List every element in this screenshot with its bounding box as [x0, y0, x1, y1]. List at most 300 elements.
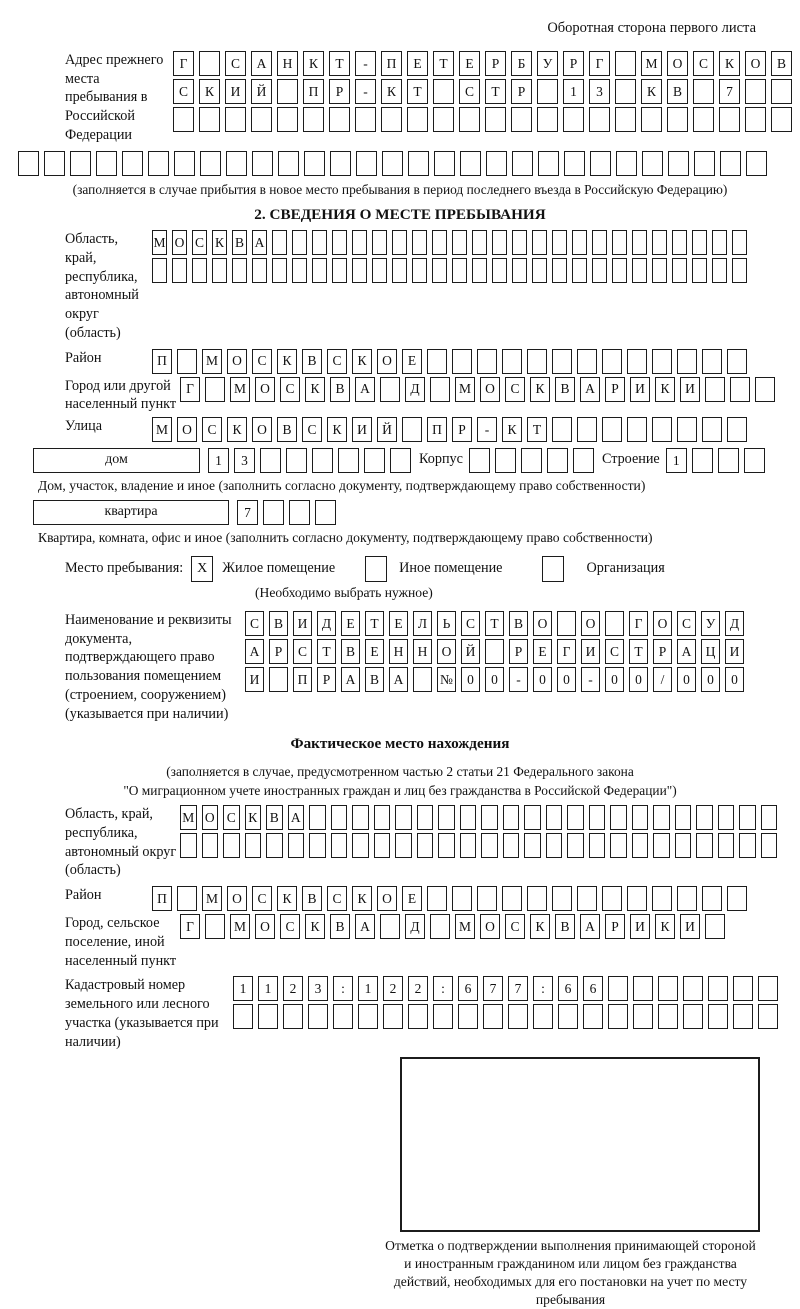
char-cell[interactable]: 0 [701, 667, 720, 692]
char-cell[interactable]: 6 [558, 976, 578, 1001]
char-cell[interactable]: С [693, 51, 714, 76]
char-cell[interactable]: О [437, 639, 456, 664]
char-cell[interactable] [694, 151, 715, 176]
char-cell[interactable]: 1 [208, 448, 229, 473]
char-cell[interactable]: И [293, 611, 312, 636]
char-cell[interactable]: Д [405, 914, 425, 939]
char-cell[interactable]: Т [527, 417, 547, 442]
char-cell[interactable]: Д [725, 611, 744, 636]
char-cell[interactable] [730, 377, 750, 402]
char-cell[interactable]: 0 [533, 667, 552, 692]
char-cell[interactable]: Р [511, 79, 532, 104]
char-cell[interactable]: И [680, 914, 700, 939]
char-cell[interactable]: К [655, 377, 675, 402]
char-cell[interactable]: 1 [358, 976, 378, 1001]
char-cell[interactable]: Р [452, 417, 472, 442]
char-cell[interactable] [590, 151, 611, 176]
char-cell[interactable] [432, 230, 447, 255]
char-cell[interactable]: А [580, 377, 600, 402]
char-cell[interactable]: 1 [563, 79, 584, 104]
char-cell[interactable] [532, 230, 547, 255]
char-cell[interactable] [771, 79, 792, 104]
char-cell[interactable]: Т [317, 639, 336, 664]
char-cell[interactable]: С [223, 805, 240, 830]
char-cell[interactable] [771, 107, 792, 132]
char-cell[interactable] [477, 349, 497, 374]
char-cell[interactable] [615, 79, 636, 104]
char-cell[interactable] [727, 417, 747, 442]
char-cell[interactable] [577, 417, 597, 442]
char-cell[interactable] [508, 1004, 528, 1029]
char-cell[interactable]: Й [251, 79, 272, 104]
char-cell[interactable]: 6 [583, 976, 603, 1001]
char-cell[interactable]: С [280, 377, 300, 402]
char-cell[interactable] [547, 448, 568, 473]
char-cell[interactable] [577, 886, 597, 911]
char-cell[interactable] [558, 1004, 578, 1029]
char-cell[interactable] [233, 1004, 253, 1029]
char-cell[interactable] [692, 258, 707, 283]
char-cell[interactable]: К [352, 886, 372, 911]
char-cell[interactable]: И [245, 667, 264, 692]
char-cell[interactable]: К [530, 377, 550, 402]
char-cell[interactable]: Р [653, 639, 672, 664]
char-cell[interactable] [546, 805, 563, 830]
char-cell[interactable] [708, 1004, 728, 1029]
char-cell[interactable]: Т [485, 611, 504, 636]
char-cell[interactable]: П [152, 349, 172, 374]
char-cell[interactable] [413, 667, 432, 692]
char-cell[interactable] [718, 448, 739, 473]
stay-type-checkbox-organization[interactable] [542, 556, 564, 582]
char-cell[interactable] [718, 833, 735, 858]
char-cell[interactable]: - [355, 79, 376, 104]
char-cell[interactable]: И [680, 377, 700, 402]
char-cell[interactable]: Е [402, 886, 422, 911]
stamp-area[interactable] [400, 1057, 760, 1232]
char-cell[interactable] [755, 377, 775, 402]
char-cell[interactable] [573, 448, 594, 473]
char-cell[interactable]: Т [365, 611, 384, 636]
stay-type-checkbox-other[interactable] [365, 556, 387, 582]
char-cell[interactable]: В [232, 230, 247, 255]
char-cell[interactable]: 0 [485, 667, 504, 692]
char-cell[interactable] [331, 805, 348, 830]
char-cell[interactable] [677, 349, 697, 374]
char-cell[interactable]: М [230, 377, 250, 402]
char-cell[interactable] [252, 258, 267, 283]
char-cell[interactable] [702, 886, 722, 911]
char-cell[interactable] [312, 448, 333, 473]
char-cell[interactable]: С [252, 349, 272, 374]
char-cell[interactable] [332, 258, 347, 283]
char-cell[interactable] [602, 417, 622, 442]
char-cell[interactable]: С [327, 886, 347, 911]
char-cell[interactable] [205, 377, 225, 402]
char-cell[interactable] [602, 349, 622, 374]
char-cell[interactable] [615, 51, 636, 76]
char-cell[interactable]: 1 [233, 976, 253, 1001]
char-cell[interactable]: О [653, 611, 672, 636]
char-cell[interactable] [263, 500, 284, 525]
char-cell[interactable]: П [293, 667, 312, 692]
char-cell[interactable] [251, 107, 272, 132]
char-cell[interactable] [374, 805, 391, 830]
char-cell[interactable] [258, 1004, 278, 1029]
char-cell[interactable]: С [505, 914, 525, 939]
char-cell[interactable]: Е [407, 51, 428, 76]
char-cell[interactable] [652, 258, 667, 283]
char-cell[interactable] [333, 1004, 353, 1029]
char-cell[interactable] [303, 107, 324, 132]
char-cell[interactable]: В [667, 79, 688, 104]
char-cell[interactable] [382, 151, 403, 176]
char-cell[interactable] [592, 258, 607, 283]
char-cell[interactable]: Р [329, 79, 350, 104]
char-cell[interactable]: У [537, 51, 558, 76]
char-cell[interactable] [627, 417, 647, 442]
char-cell[interactable] [460, 833, 477, 858]
char-cell[interactable]: : [533, 976, 553, 1001]
char-cell[interactable] [503, 833, 520, 858]
char-cell[interactable] [727, 349, 747, 374]
char-cell[interactable] [266, 833, 283, 858]
char-cell[interactable]: Е [341, 611, 360, 636]
char-cell[interactable]: К [655, 914, 675, 939]
char-cell[interactable]: Н [389, 639, 408, 664]
char-cell[interactable]: С [202, 417, 222, 442]
char-cell[interactable] [452, 230, 467, 255]
char-cell[interactable] [277, 107, 298, 132]
char-cell[interactable] [589, 107, 610, 132]
char-cell[interactable] [612, 230, 627, 255]
char-cell[interactable] [632, 258, 647, 283]
char-cell[interactable] [732, 258, 747, 283]
char-cell[interactable]: К [381, 79, 402, 104]
char-cell[interactable] [616, 151, 637, 176]
char-cell[interactable]: 3 [234, 448, 255, 473]
house-box[interactable]: дом [33, 448, 200, 473]
char-cell[interactable] [308, 1004, 328, 1029]
char-cell[interactable] [537, 79, 558, 104]
char-cell[interactable]: В [555, 914, 575, 939]
char-cell[interactable] [358, 1004, 378, 1029]
char-cell[interactable]: О [667, 51, 688, 76]
char-cell[interactable]: 1 [666, 448, 687, 473]
char-cell[interactable] [675, 833, 692, 858]
char-cell[interactable] [309, 833, 326, 858]
char-cell[interactable]: К [212, 230, 227, 255]
char-cell[interactable] [472, 258, 487, 283]
char-cell[interactable] [712, 258, 727, 283]
char-cell[interactable] [330, 151, 351, 176]
char-cell[interactable]: С [505, 377, 525, 402]
char-cell[interactable]: Л [413, 611, 432, 636]
char-cell[interactable] [288, 833, 305, 858]
char-cell[interactable]: : [433, 976, 453, 1001]
char-cell[interactable]: С [173, 79, 194, 104]
char-cell[interactable] [272, 230, 287, 255]
char-cell[interactable]: О [227, 349, 247, 374]
char-cell[interactable] [583, 1004, 603, 1029]
char-cell[interactable]: С [302, 417, 322, 442]
char-cell[interactable]: 6 [458, 976, 478, 1001]
char-cell[interactable] [608, 1004, 628, 1029]
char-cell[interactable] [615, 107, 636, 132]
char-cell[interactable] [430, 914, 450, 939]
char-cell[interactable]: А [389, 667, 408, 692]
char-cell[interactable] [632, 805, 649, 830]
char-cell[interactable]: Р [563, 51, 584, 76]
char-cell[interactable] [552, 417, 572, 442]
char-cell[interactable]: В [555, 377, 575, 402]
char-cell[interactable] [502, 349, 522, 374]
char-cell[interactable] [402, 417, 422, 442]
char-cell[interactable] [417, 833, 434, 858]
char-cell[interactable] [552, 349, 572, 374]
char-cell[interactable]: П [152, 886, 172, 911]
char-cell[interactable]: П [427, 417, 447, 442]
char-cell[interactable] [627, 349, 647, 374]
char-cell[interactable] [70, 151, 91, 176]
char-cell[interactable]: 7 [508, 976, 528, 1001]
char-cell[interactable]: К [277, 349, 297, 374]
char-cell[interactable]: 3 [589, 79, 610, 104]
char-cell[interactable]: Р [509, 639, 528, 664]
char-cell[interactable] [452, 886, 472, 911]
char-cell[interactable] [718, 805, 735, 830]
char-cell[interactable] [672, 258, 687, 283]
char-cell[interactable] [352, 833, 369, 858]
char-cell[interactable]: К [530, 914, 550, 939]
char-cell[interactable]: О [172, 230, 187, 255]
char-cell[interactable] [372, 258, 387, 283]
char-cell[interactable]: П [303, 79, 324, 104]
char-cell[interactable]: М [152, 230, 167, 255]
char-cell[interactable] [481, 805, 498, 830]
char-cell[interactable] [338, 448, 359, 473]
char-cell[interactable] [502, 886, 522, 911]
char-cell[interactable]: М [455, 377, 475, 402]
char-cell[interactable]: С [461, 611, 480, 636]
char-cell[interactable]: К [641, 79, 662, 104]
char-cell[interactable] [589, 833, 606, 858]
char-cell[interactable]: С [225, 51, 246, 76]
char-cell[interactable] [672, 230, 687, 255]
char-cell[interactable]: Й [377, 417, 397, 442]
char-cell[interactable]: А [677, 639, 696, 664]
char-cell[interactable]: 0 [557, 667, 576, 692]
char-cell[interactable] [177, 886, 197, 911]
char-cell[interactable] [572, 230, 587, 255]
char-cell[interactable]: А [252, 230, 267, 255]
char-cell[interactable]: А [251, 51, 272, 76]
char-cell[interactable] [693, 107, 714, 132]
char-cell[interactable] [512, 258, 527, 283]
char-cell[interactable]: М [230, 914, 250, 939]
char-cell[interactable] [452, 349, 472, 374]
char-cell[interactable] [552, 886, 572, 911]
char-cell[interactable] [202, 833, 219, 858]
char-cell[interactable]: 0 [629, 667, 648, 692]
char-cell[interactable]: И [352, 417, 372, 442]
char-cell[interactable]: Т [485, 79, 506, 104]
char-cell[interactable] [312, 258, 327, 283]
char-cell[interactable] [761, 833, 778, 858]
char-cell[interactable]: М [641, 51, 662, 76]
char-cell[interactable] [315, 500, 336, 525]
char-cell[interactable] [199, 51, 220, 76]
char-cell[interactable] [495, 448, 516, 473]
char-cell[interactable] [459, 107, 480, 132]
char-cell[interactable] [355, 107, 376, 132]
char-cell[interactable] [652, 349, 672, 374]
char-cell[interactable] [417, 805, 434, 830]
char-cell[interactable]: Й [461, 639, 480, 664]
char-cell[interactable] [693, 79, 714, 104]
char-cell[interactable] [705, 914, 725, 939]
char-cell[interactable]: Г [557, 639, 576, 664]
char-cell[interactable] [172, 258, 187, 283]
char-cell[interactable] [460, 151, 481, 176]
char-cell[interactable]: К [303, 51, 324, 76]
char-cell[interactable] [641, 107, 662, 132]
char-cell[interactable] [352, 258, 367, 283]
char-cell[interactable] [269, 667, 288, 692]
char-cell[interactable] [332, 230, 347, 255]
char-cell[interactable]: С [280, 914, 300, 939]
char-cell[interactable]: О [202, 805, 219, 830]
char-cell[interactable] [652, 230, 667, 255]
char-cell[interactable] [733, 976, 753, 1001]
char-cell[interactable]: О [255, 377, 275, 402]
char-cell[interactable] [472, 230, 487, 255]
char-cell[interactable]: С [252, 886, 272, 911]
char-cell[interactable] [392, 230, 407, 255]
char-cell[interactable]: С [327, 349, 347, 374]
char-cell[interactable]: В [341, 639, 360, 664]
char-cell[interactable] [761, 805, 778, 830]
char-cell[interactable]: К [277, 886, 297, 911]
char-cell[interactable] [733, 1004, 753, 1029]
char-cell[interactable] [289, 500, 310, 525]
char-cell[interactable] [18, 151, 39, 176]
char-cell[interactable] [538, 151, 559, 176]
char-cell[interactable] [312, 230, 327, 255]
char-cell[interactable] [200, 151, 221, 176]
char-cell[interactable] [677, 417, 697, 442]
char-cell[interactable]: Б [511, 51, 532, 76]
char-cell[interactable] [205, 914, 225, 939]
char-cell[interactable] [395, 833, 412, 858]
char-cell[interactable] [683, 1004, 703, 1029]
char-cell[interactable] [567, 805, 584, 830]
char-cell[interactable]: И [630, 914, 650, 939]
char-cell[interactable] [96, 151, 117, 176]
char-cell[interactable] [173, 107, 194, 132]
char-cell[interactable] [180, 833, 197, 858]
char-cell[interactable] [557, 611, 576, 636]
char-cell[interactable] [592, 230, 607, 255]
char-cell[interactable]: - [477, 417, 497, 442]
char-cell[interactable] [683, 976, 703, 1001]
char-cell[interactable] [633, 976, 653, 1001]
char-cell[interactable]: 2 [408, 976, 428, 1001]
char-cell[interactable]: И [725, 639, 744, 664]
char-cell[interactable]: К [227, 417, 247, 442]
char-cell[interactable]: № [437, 667, 456, 692]
char-cell[interactable]: К [719, 51, 740, 76]
char-cell[interactable] [352, 230, 367, 255]
char-cell[interactable]: М [202, 886, 222, 911]
char-cell[interactable] [533, 1004, 553, 1029]
char-cell[interactable]: Т [629, 639, 648, 664]
char-cell[interactable] [286, 448, 307, 473]
char-cell[interactable]: У [701, 611, 720, 636]
char-cell[interactable] [492, 258, 507, 283]
char-cell[interactable] [272, 258, 287, 283]
char-cell[interactable] [567, 833, 584, 858]
char-cell[interactable]: К [305, 914, 325, 939]
char-cell[interactable] [732, 230, 747, 255]
char-cell[interactable] [477, 886, 497, 911]
char-cell[interactable]: Ь [437, 611, 456, 636]
char-cell[interactable]: - [509, 667, 528, 692]
char-cell[interactable] [309, 805, 326, 830]
char-cell[interactable] [608, 976, 628, 1001]
char-cell[interactable] [225, 107, 246, 132]
char-cell[interactable] [304, 151, 325, 176]
char-cell[interactable] [532, 258, 547, 283]
char-cell[interactable]: К [327, 417, 347, 442]
char-cell[interactable]: О [745, 51, 766, 76]
char-cell[interactable]: Д [317, 611, 336, 636]
char-cell[interactable] [469, 448, 490, 473]
char-cell[interactable]: / [653, 667, 672, 692]
char-cell[interactable] [512, 230, 527, 255]
stay-type-checkbox-residential[interactable]: X [191, 556, 213, 582]
char-cell[interactable] [758, 976, 778, 1001]
char-cell[interactable] [148, 151, 169, 176]
char-cell[interactable]: О [377, 886, 397, 911]
char-cell[interactable]: Г [180, 914, 200, 939]
char-cell[interactable]: А [355, 377, 375, 402]
char-cell[interactable] [152, 258, 167, 283]
char-cell[interactable]: К [352, 349, 372, 374]
char-cell[interactable]: И [581, 639, 600, 664]
char-cell[interactable]: Е [389, 611, 408, 636]
char-cell[interactable]: О [255, 914, 275, 939]
char-cell[interactable]: С [192, 230, 207, 255]
char-cell[interactable] [278, 151, 299, 176]
char-cell[interactable]: А [245, 639, 264, 664]
char-cell[interactable] [232, 258, 247, 283]
char-cell[interactable] [658, 976, 678, 1001]
char-cell[interactable]: М [455, 914, 475, 939]
char-cell[interactable]: В [302, 349, 322, 374]
char-cell[interactable]: Е [402, 349, 422, 374]
char-cell[interactable]: В [330, 914, 350, 939]
char-cell[interactable] [720, 151, 741, 176]
char-cell[interactable]: Ц [701, 639, 720, 664]
char-cell[interactable]: Г [629, 611, 648, 636]
char-cell[interactable]: С [605, 639, 624, 664]
char-cell[interactable] [675, 805, 692, 830]
char-cell[interactable] [521, 448, 542, 473]
char-cell[interactable] [652, 886, 672, 911]
char-cell[interactable]: Т [329, 51, 350, 76]
char-cell[interactable] [408, 1004, 428, 1029]
